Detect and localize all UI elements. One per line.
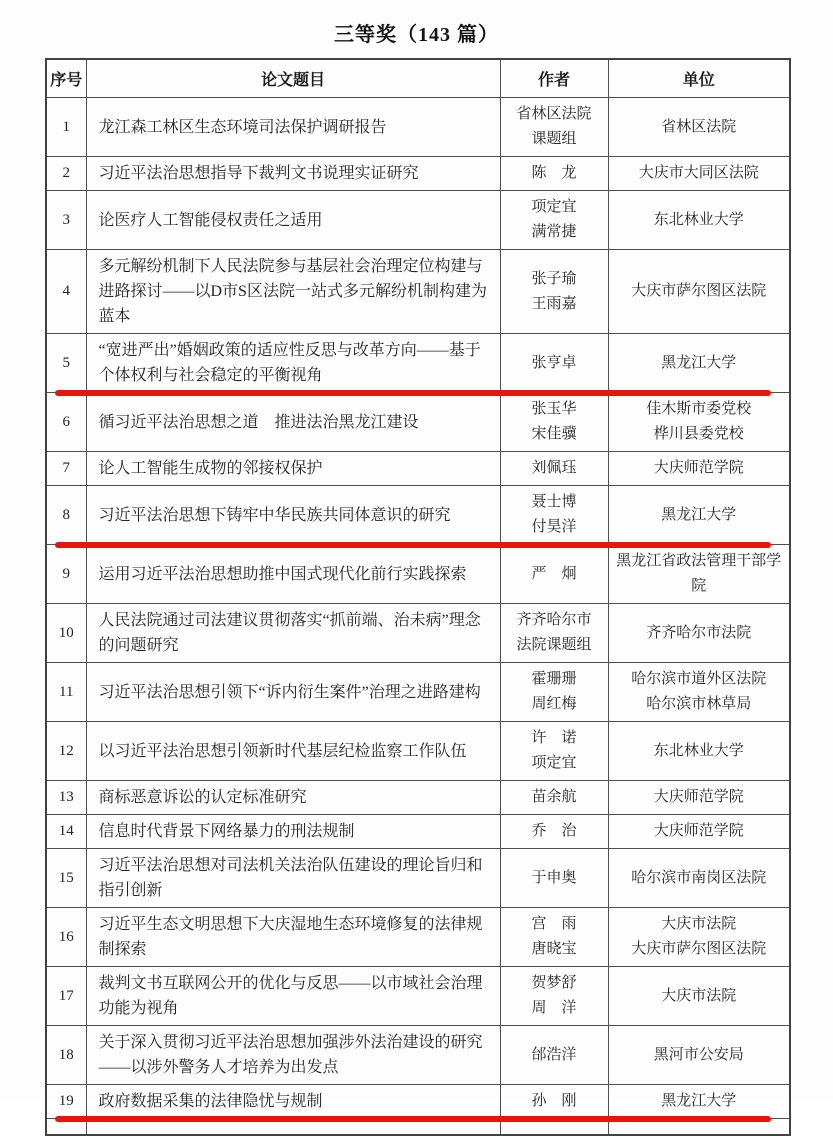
col-header-unit: 单位 bbox=[608, 59, 790, 98]
table-row bbox=[46, 1085, 790, 1119]
cell-unit bbox=[608, 98, 790, 157]
cell-unit bbox=[608, 393, 790, 452]
cell-serial-number: 7 bbox=[46, 452, 86, 486]
cell-author bbox=[500, 250, 608, 334]
table-row bbox=[46, 250, 790, 334]
cell-serial-number: 12 bbox=[46, 722, 86, 781]
cell-unit bbox=[608, 334, 790, 393]
table-row bbox=[46, 849, 790, 908]
cell-empty bbox=[500, 1119, 608, 1135]
cell-serial-number: 9 bbox=[46, 545, 86, 604]
author-name: 宫 雨 bbox=[531, 916, 577, 932]
cell-paper-title: 龙江森工林区生态环境司法保护调研报告 bbox=[86, 98, 500, 157]
unit-name: 大庆市萨尔图区法院 bbox=[631, 941, 767, 957]
cell-paper-title: “宽进严出”婚姻政策的适应性反思与改革方向——基于个体权利与社会稳定的平衡视角 bbox=[86, 334, 500, 393]
table-row bbox=[46, 334, 790, 393]
cell-paper-title: 论人工智能生成物的邻接权保护 bbox=[86, 452, 500, 486]
author-name: 于申奥 bbox=[531, 869, 577, 886]
author-name: 邰浩洋 bbox=[531, 1046, 577, 1063]
col-header-paper-title: 论文题目 bbox=[86, 59, 500, 98]
author-name: 齐齐哈尔市 bbox=[516, 612, 592, 628]
unit-name: 佳木斯市委党校 bbox=[646, 401, 752, 417]
cell-author bbox=[500, 1085, 608, 1119]
cell-unit bbox=[608, 967, 790, 1026]
cell-author bbox=[500, 486, 608, 545]
author-name: 霍珊珊 bbox=[531, 671, 577, 687]
unit-name: 大庆师范学院 bbox=[653, 823, 744, 839]
unit-name: 哈尔滨市林草局 bbox=[646, 696, 752, 712]
cell-serial-number: 11 bbox=[46, 663, 86, 722]
cell-paper-title: 习近平法治思想指导下裁判文书说理实证研究 bbox=[86, 157, 500, 191]
unit-name: 大庆师范学院 bbox=[653, 789, 744, 805]
cell-paper-title: 信息时代背景下网络暴力的刑法规制 bbox=[86, 815, 500, 849]
unit-name: 桦川县委党校 bbox=[653, 426, 744, 442]
cell-serial-number: 2 bbox=[46, 157, 86, 191]
cell-author bbox=[500, 1026, 608, 1085]
cell-paper-title: 政府数据采集的法律隐忧与规制 bbox=[86, 1085, 500, 1119]
cell-paper-title: 商标恶意诉讼的认定标准研究 bbox=[86, 781, 500, 815]
table-row bbox=[46, 191, 790, 250]
table-row-partial bbox=[46, 1119, 790, 1135]
author-name: 法院课题组 bbox=[516, 637, 592, 653]
table-row bbox=[46, 1026, 790, 1085]
author-name: 周红梅 bbox=[531, 696, 577, 712]
unit-name: 黑龙江大学 bbox=[661, 1093, 737, 1109]
cell-author bbox=[500, 191, 608, 250]
cell-empty bbox=[608, 1119, 790, 1135]
unit-name: 哈尔滨市道外区法院 bbox=[631, 671, 767, 687]
table-row bbox=[46, 157, 790, 191]
cell-unit bbox=[608, 1026, 790, 1085]
unit-name: 黑龙江大学 bbox=[661, 354, 737, 371]
author-name: 满常捷 bbox=[531, 224, 577, 240]
author-name: 唐晓宝 bbox=[531, 941, 577, 957]
unit-name: 大庆市大同区法院 bbox=[638, 165, 759, 181]
cell-unit bbox=[608, 722, 790, 781]
cell-paper-title: 裁判文书互联网公开的优化与反思——以市域社会治理功能为视角 bbox=[86, 967, 500, 1026]
cell-author bbox=[500, 663, 608, 722]
award-table-body bbox=[46, 98, 790, 1135]
cell-paper-title: 运用习近平法治思想助推中国式现代化前行实践探索 bbox=[86, 545, 500, 604]
page-title: 三等奖（143 篇） bbox=[334, 24, 499, 46]
cell-unit bbox=[608, 908, 790, 967]
unit-name: 东北林业大学 bbox=[653, 211, 744, 228]
author-name: 王雨嘉 bbox=[531, 295, 577, 312]
unit-name: 大庆市萨尔图区法院 bbox=[631, 283, 767, 299]
unit-name: 大庆市法院 bbox=[661, 916, 737, 932]
cell-serial-number: 16 bbox=[46, 908, 86, 967]
author-name: 陈 龙 bbox=[531, 165, 577, 181]
cell-paper-title: 习近平生态文明思想下大庆湿地生态环境修复的法律规制探索 bbox=[86, 908, 500, 967]
author-name: 严 炯 bbox=[531, 565, 577, 582]
cell-serial-number: 4 bbox=[46, 250, 86, 334]
award-table bbox=[45, 58, 791, 1136]
author-name: 课题组 bbox=[531, 131, 577, 147]
unit-name: 黑河市公安局 bbox=[653, 1046, 744, 1063]
cell-author bbox=[500, 967, 608, 1026]
cell-author bbox=[500, 604, 608, 663]
cell-paper-title: 人民法院通过司法建议贯彻落实“抓前端、治未病”理念的问题研究 bbox=[86, 604, 500, 663]
cell-serial-number: 3 bbox=[46, 191, 86, 250]
table-row bbox=[46, 604, 790, 663]
author-name: 项定宜 bbox=[531, 199, 577, 215]
unit-name: 哈尔滨市南岗区法院 bbox=[631, 869, 767, 886]
cell-unit bbox=[608, 604, 790, 663]
table-row bbox=[46, 663, 790, 722]
cell-author bbox=[500, 98, 608, 157]
cell-unit bbox=[608, 663, 790, 722]
col-header-serial-number: 序号 bbox=[46, 59, 86, 98]
table-row bbox=[46, 815, 790, 849]
cell-author bbox=[500, 545, 608, 604]
table-row bbox=[46, 486, 790, 545]
table-row bbox=[46, 967, 790, 1026]
table-row bbox=[46, 98, 790, 157]
table-header-row bbox=[46, 59, 790, 98]
cell-serial-number: 19 bbox=[46, 1085, 86, 1119]
unit-name: 黑龙江省政法管理干部学院 bbox=[616, 553, 782, 594]
unit-name: 大庆师范学院 bbox=[653, 460, 744, 476]
table-row bbox=[46, 722, 790, 781]
cell-serial-number: 14 bbox=[46, 815, 86, 849]
author-name: 省林区法院 bbox=[516, 106, 592, 122]
table-row bbox=[46, 393, 790, 452]
table-row bbox=[46, 452, 790, 486]
cell-serial-number: 6 bbox=[46, 393, 86, 452]
author-name: 刘佩珏 bbox=[531, 460, 577, 476]
cell-serial-number: 17 bbox=[46, 967, 86, 1026]
cell-serial-number: 18 bbox=[46, 1026, 86, 1085]
cell-serial-number: 1 bbox=[46, 98, 86, 157]
cell-unit bbox=[608, 781, 790, 815]
cell-paper-title: 论医疗人工智能侵权责任之适用 bbox=[86, 191, 500, 250]
unit-name: 齐齐哈尔市法院 bbox=[646, 624, 752, 641]
cell-author bbox=[500, 849, 608, 908]
cell-author bbox=[500, 815, 608, 849]
cell-paper-title: 习近平法治思想对司法机关法治队伍建设的理论旨归和指引创新 bbox=[86, 849, 500, 908]
unit-name: 黑龙江大学 bbox=[661, 506, 737, 523]
cell-author bbox=[500, 334, 608, 393]
cell-empty bbox=[86, 1119, 500, 1135]
cell-unit bbox=[608, 1085, 790, 1119]
cell-paper-title: 多元解纷机制下人民法院参与基层社会治理定位构建与进路探讨——以D市S区法院一站式多元解纷机制构建为蓝本 bbox=[86, 250, 500, 334]
author-name: 许 诺 bbox=[531, 730, 577, 746]
cell-serial-number: 5 bbox=[46, 334, 86, 393]
author-name: 付昊洋 bbox=[531, 519, 577, 535]
cell-serial-number: 8 bbox=[46, 486, 86, 545]
cell-unit bbox=[608, 191, 790, 250]
author-name: 张玉华 bbox=[531, 401, 577, 417]
cell-author bbox=[500, 781, 608, 815]
author-name: 苗余航 bbox=[531, 789, 577, 805]
author-name: 孙 刚 bbox=[531, 1093, 577, 1109]
cell-paper-title: 习近平法治思想引领下“诉内衍生案件”治理之进路建构 bbox=[86, 663, 500, 722]
author-name: 周 洋 bbox=[531, 1000, 577, 1016]
table-row bbox=[46, 545, 790, 604]
table-header bbox=[46, 59, 790, 98]
cell-unit bbox=[608, 849, 790, 908]
cell-author bbox=[500, 157, 608, 191]
author-name: 张子瑜 bbox=[531, 270, 577, 287]
cell-paper-title: 循习近平法治思想之道 推进法治黑龙江建设 bbox=[86, 393, 500, 452]
cell-author bbox=[500, 452, 608, 486]
cell-serial-number: 10 bbox=[46, 604, 86, 663]
cell-author bbox=[500, 722, 608, 781]
author-name: 贺梦舒 bbox=[531, 975, 577, 991]
table-row bbox=[46, 781, 790, 815]
cell-unit bbox=[608, 545, 790, 604]
unit-name: 大庆市法院 bbox=[661, 987, 737, 1004]
author-name: 聂士博 bbox=[531, 494, 577, 510]
cell-empty bbox=[46, 1119, 86, 1135]
col-header-author: 作者 bbox=[500, 59, 608, 98]
unit-name: 东北林业大学 bbox=[653, 742, 744, 759]
author-name: 张亨卓 bbox=[531, 354, 577, 371]
cell-paper-title: 以习近平法治思想引领新时代基层纪检监察工作队伍 bbox=[86, 722, 500, 781]
cell-unit bbox=[608, 157, 790, 191]
cell-serial-number: 13 bbox=[46, 781, 86, 815]
cell-serial-number: 15 bbox=[46, 849, 86, 908]
table-row bbox=[46, 908, 790, 967]
cell-author bbox=[500, 908, 608, 967]
cell-unit bbox=[608, 452, 790, 486]
cell-author bbox=[500, 393, 608, 452]
unit-name: 省林区法院 bbox=[661, 118, 737, 135]
cell-unit bbox=[608, 250, 790, 334]
cell-paper-title: 习近平法治思想下铸牢中华民族共同体意识的研究 bbox=[86, 486, 500, 545]
author-name: 宋佳骥 bbox=[531, 426, 577, 442]
cell-paper-title: 关于深入贯彻习近平法治思想加强涉外法治建设的研究——以涉外警务人才培养为出发点 bbox=[86, 1026, 500, 1085]
author-name: 乔 治 bbox=[531, 823, 577, 839]
cell-unit bbox=[608, 815, 790, 849]
author-name: 项定宜 bbox=[531, 755, 577, 771]
cell-unit bbox=[608, 486, 790, 545]
